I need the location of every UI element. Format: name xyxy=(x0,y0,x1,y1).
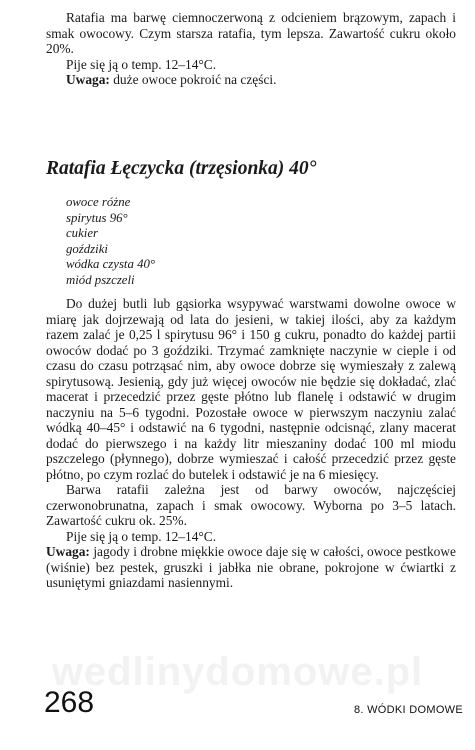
top-paragraph-description: Ratafia ma barwę ciemnoczerwoną z odcieniem brązowym, zapach i smak owocowy. Czym starsza ratafia, tym lepsza. Zawartość cukru około 20%. xyxy=(46,10,456,56)
recipe-note-label: Uwaga: xyxy=(46,544,90,559)
ingredient-item: spirytus 96° xyxy=(66,210,128,225)
serving-temp-paragraph: Pije się ją o temp. 12–14°C. xyxy=(66,528,217,544)
watermark: wedlinydomowe.pl xyxy=(51,650,424,694)
top-paragraph-serving-temp: Pije się ją o temp. 12–14°C. xyxy=(66,56,217,72)
top-section xyxy=(46,10,456,88)
ingredient-item: cukier xyxy=(66,226,98,240)
ingredient-item: owoce różne xyxy=(66,195,131,209)
chapter-label: 8. WÓDKI DOMOWE xyxy=(354,704,463,716)
recipe-note xyxy=(46,544,456,591)
page-number: 268 xyxy=(44,686,95,719)
top-note-text: duże owoce pokroić na części. xyxy=(109,72,277,87)
ingredient-item: miód pszczeli xyxy=(66,272,135,287)
ingredient-item: goździki xyxy=(66,241,108,256)
recipe-instructions xyxy=(46,296,456,591)
top-note-label: Uwaga: xyxy=(66,72,110,87)
recipe-title: Ratafia Łęczycka (trzęsionka) 40° xyxy=(46,158,317,179)
recipe-note-text: jagody i drobne miękkie owoce daje się w całości, owoce pestkowe (wiśnie) bez pestek, gruszki i jabłka nie obrane, pokrojone w ćwiartki z usuniętymi gniazdami nasiennymi. xyxy=(46,544,456,590)
instructions-paragraph: Do dużej butli lub gąsiorka wsypywać warstwami dowolne owoce w miarę jak dojrzewają od lata do jesieni, w takiej ilości, aby za każdym razem zalać je 0,25 l spirytusu 96° i 150 g cukru, ponadto do każdej partii owoców dodać po 3 goździki. Trzymać zamknięte naczynie w cieple i od czasu do czasu potrząsać nim, aby owoce dobrze się wymieszały z zalewą spirytusową. Jesienią, gdy już więcej owoców nie będzie się dokładać, zlać macerat i przecedzić przez gęste płótno lub flanelę i odstawić w drugim naczyniu na 5–6 tygodni. Pozostałe owoce w pierwszym naczyniu zalać wódką 40–45° i odstawić na 6 tygodni, następnie odcisnąć, zlany macerat dodać do pierwszego i na każdy litr mieszaniny dodać 100 ml miodu pszczelego (płynnego), dobrze wymieszać i całość przecedzić przez gęste płótno, po czym rozlać do butelek i odstawić je na 6 miesięcy. xyxy=(46,296,456,482)
color-description-paragraph: Barwa ratafii zależna jest od barwy owoców, najczęściej czerwonobrunatna, zapach i smak owocowy. Wyborna po 3–5 latach. Zawartość cukru ok. 25%. xyxy=(46,482,456,528)
ingredient-item: wódka czysta 40° xyxy=(66,257,155,271)
ingredient-list xyxy=(66,195,155,288)
top-note xyxy=(46,72,456,88)
